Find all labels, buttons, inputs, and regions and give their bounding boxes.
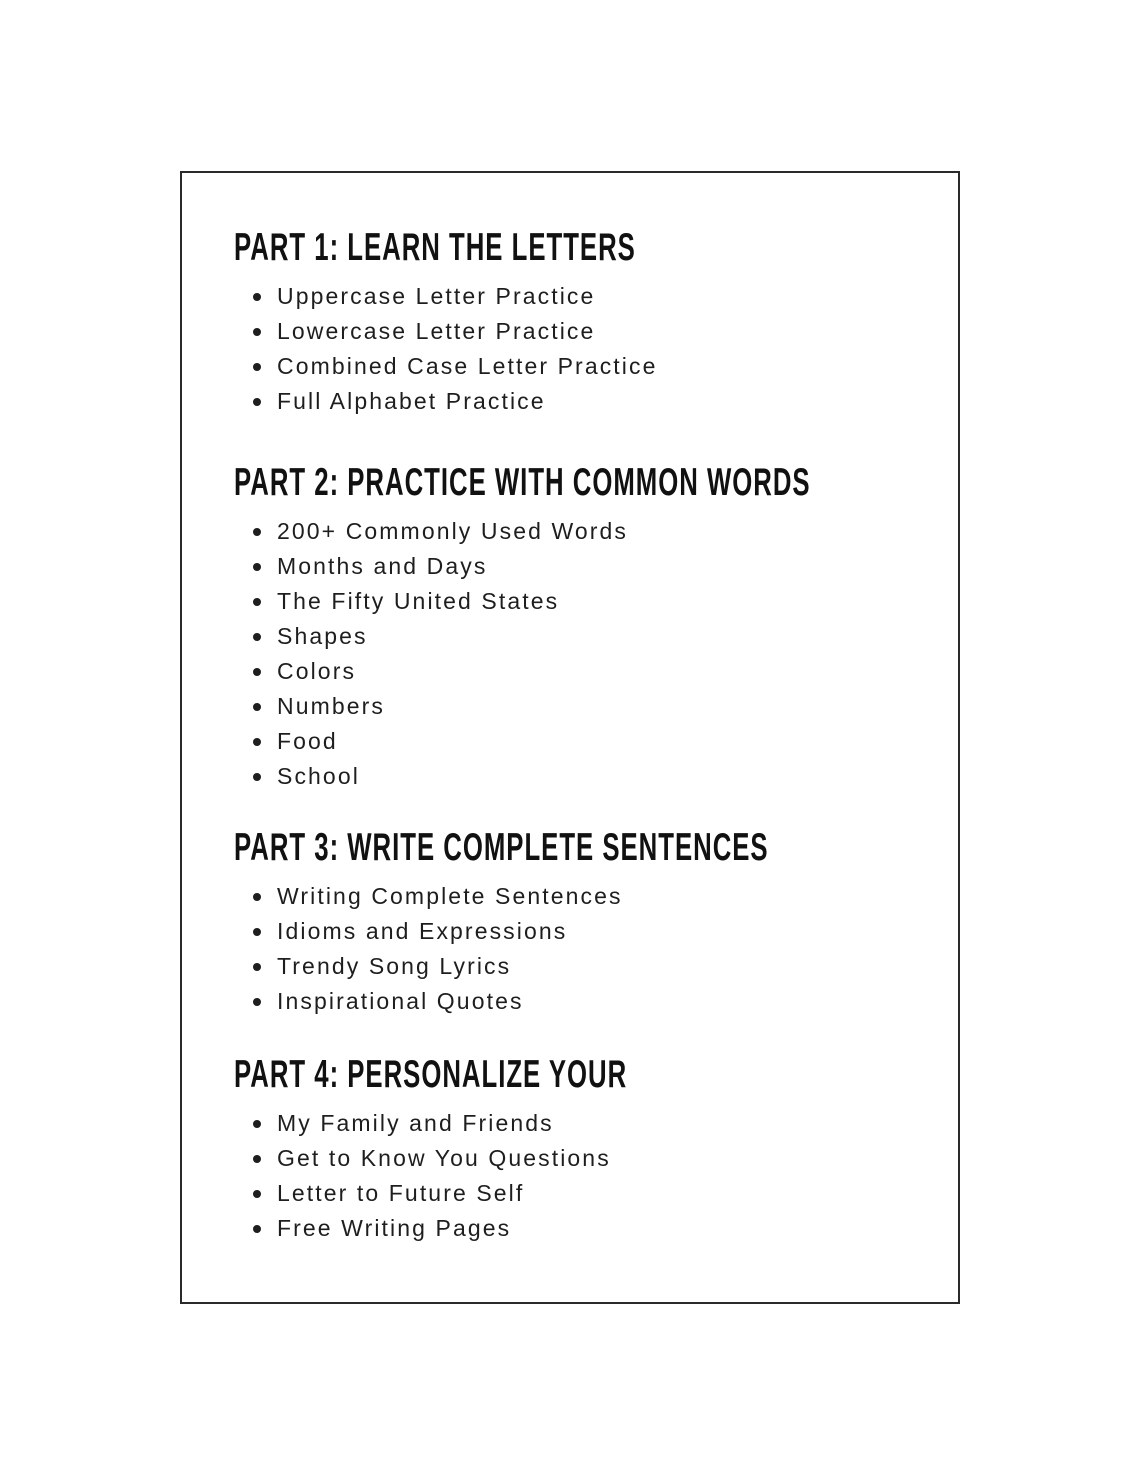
list-item xyxy=(234,279,934,314)
bullet-icon xyxy=(253,773,261,781)
list-item-text: Combined Case Letter Practice xyxy=(277,353,658,379)
list-item xyxy=(234,1141,934,1176)
section-part-1 xyxy=(234,228,934,419)
list-item xyxy=(234,724,934,759)
bullet-icon xyxy=(253,328,261,336)
bullet-icon xyxy=(253,293,261,301)
item-list xyxy=(234,279,934,419)
bullet-icon xyxy=(253,528,261,536)
list-item-text: Free Writing Pages xyxy=(277,1215,512,1241)
list-item-text: Food xyxy=(277,728,338,754)
list-item-text: 200+ Commonly Used Words xyxy=(277,518,629,544)
bullet-icon xyxy=(253,738,261,746)
list-item-text: Lowercase Letter Practice xyxy=(277,318,596,344)
bullet-icon xyxy=(253,1225,261,1233)
list-item xyxy=(234,514,934,549)
section-part-4 xyxy=(234,1055,934,1246)
bullet-icon xyxy=(253,928,261,936)
list-item-text: Colors xyxy=(277,658,357,684)
section-heading: PART 1: LEARN THE LETTERS xyxy=(234,226,636,269)
bullet-icon xyxy=(253,633,261,641)
list-item xyxy=(234,689,934,724)
list-item xyxy=(234,1211,934,1246)
section-part-2 xyxy=(234,463,934,794)
bullet-icon xyxy=(253,1190,261,1198)
list-item-text: My Family and Friends xyxy=(277,1110,554,1136)
list-item-text: The Fifty United States xyxy=(277,588,560,614)
list-item xyxy=(234,384,934,419)
item-list xyxy=(234,514,934,794)
list-item-text: Months and Days xyxy=(277,553,488,579)
list-item-text: Uppercase Letter Practice xyxy=(277,283,596,309)
list-item-text: Trendy Song Lyrics xyxy=(277,953,512,979)
list-item xyxy=(234,549,934,584)
list-item xyxy=(234,619,934,654)
list-item xyxy=(234,759,934,794)
bullet-icon xyxy=(253,598,261,606)
list-item xyxy=(234,914,934,949)
list-item xyxy=(234,314,934,349)
bullet-icon xyxy=(253,703,261,711)
list-item xyxy=(234,1176,934,1211)
list-item xyxy=(234,584,934,619)
list-item xyxy=(234,949,934,984)
list-item-text: Writing Complete Sentences xyxy=(277,883,623,909)
item-list xyxy=(234,879,934,1019)
list-item xyxy=(234,1106,934,1141)
section-heading: PART 3: WRITE COMPLETE SENTENCES xyxy=(234,826,769,869)
bullet-icon xyxy=(253,563,261,571)
item-list xyxy=(234,1106,934,1246)
list-item-text: Inspirational Quotes xyxy=(277,988,524,1014)
list-item-text: Full Alphabet Practice xyxy=(277,388,546,414)
list-item xyxy=(234,349,934,384)
list-item xyxy=(234,879,934,914)
bullet-icon xyxy=(253,998,261,1006)
list-item-text: Idioms and Expressions xyxy=(277,918,568,944)
bullet-icon xyxy=(253,668,261,676)
list-item xyxy=(234,654,934,689)
section-heading: PART 2: PRACTICE WITH COMMON WORDS xyxy=(234,461,811,504)
list-item xyxy=(234,984,934,1019)
bullet-icon xyxy=(253,398,261,406)
bullet-icon xyxy=(253,963,261,971)
list-item-text: School xyxy=(277,763,360,789)
list-item-text: Numbers xyxy=(277,693,386,719)
list-item-text: Get to Know You Questions xyxy=(277,1145,611,1171)
bullet-icon xyxy=(253,363,261,371)
section-part-3 xyxy=(234,828,934,1019)
list-item-text: Shapes xyxy=(277,623,368,649)
section-heading: PART 4: PERSONALIZE YOUR xyxy=(234,1053,628,1096)
list-item-text: Letter to Future Self xyxy=(277,1180,525,1206)
bullet-icon xyxy=(253,1155,261,1163)
bullet-icon xyxy=(253,893,261,901)
bullet-icon xyxy=(253,1120,261,1128)
